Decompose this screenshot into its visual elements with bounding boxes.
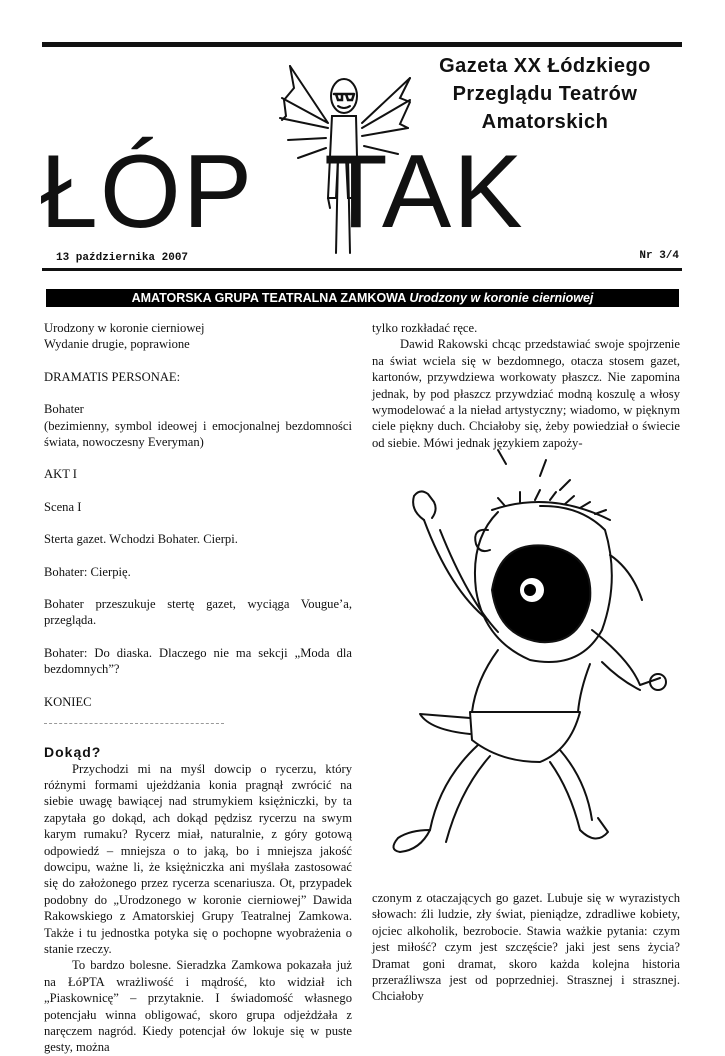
masthead-line-3: Amatorskich [481,111,609,133]
dramatis-personae-heading: DRAMATIS PERSONAE: [44,369,181,384]
character-name: Bohater [44,402,84,417]
masthead-top-rule [42,42,682,47]
right-column-bottom [372,890,680,1005]
character-description: (bezimienny, symbol ideowej i emocjonalnej bezdomności świata, nowoczesny Everyman) [44,418,352,450]
issue-date: 13 października 2007 [56,252,189,264]
play-title-line: Urodzony w koronie cierniowej [44,321,205,335]
masthead-line-2: Przeglądu Teatrów [452,83,638,105]
review-paragraph-2: To bardzo bolesne. Sieradzka Zamkowa pokazała już na ŁóPTA wrażliwość i mądrość, kto widział ich „Piaskownicę” – przytaknie. I świadomość własnego potencjału winna obligować, skoro grupa odjeżdżała z naręczem nagród. Kiedy potencjał ów lokuje się w puste gesty, można [44,958,352,1055]
stage-direction-1: Sterta gazet. Wchodzi Bohater. Cierpi. [44,532,238,547]
title-right: TAK [324,134,525,250]
left-column [44,320,352,1056]
review-paragraph-5: czonym z otaczających go gazet. Lubuje się w wyrazistych słowach: źli ludzie, zły świat, pieniądze, zdradliwe kobiety, ojciec alkoholik, bezrobocie. Stawia ważkie pytania: czym jest miłość? czym jest szczęście? jaki jest sens życia? Dramat goni dramat, skoro każda kolejna historia przeraźliwsza jest od poprzedniej. Strasznej i strasznej. Chciałoby [372,891,680,1004]
banner-group: AMATORSKA GRUPA TEATRALNA ZAMKOWA [131,291,406,305]
masthead-subtitle [410,52,680,136]
edition-line: Wydanie drugie, poprawione [44,337,190,352]
review-paragraph-4: Dawid Rakowski chcąc przedstawiać swoje spojrzenie na świat wciela się w bezdomnego, otacza stosem gazet, kartonów, przywdziewa workowaty płaszcz. Nie zapomina jednak, by pod płaszcz przywdziać modną koszulę a włosy wymodelować a la nieład artystyczny; wiadomo, w pięknym ciele piękny duch. Chciałoby się, żeby powiedział o świecie od siebie. Mówi jednak językiem zapoży- [372,337,680,450]
stage-direction-2: Bohater przeszukuje stertę gazet, wyciąga Vougue’a, przegląda. [44,597,352,628]
issue-number: Nr 3/4 [639,250,679,262]
right-column-top [372,320,680,451]
masthead-bottom-rule [42,268,682,271]
dialogue-1: Bohater: Cierpię. [44,564,131,579]
review-paragraph-1: Przychodzi mi na myśl dowcip o rycerzu, który różnymi formami ujeżdżania konia pragnął zwrócić na siebie uwagę bawiącej nad strumykiem księżniczki, by ta zapytała go dokąd, ach dokąd pędzisz rycerzu na swym karym rumaku? Rycerz miał, naturalnie, z góry gotową odpowiedź – mniejsza o to jaką, bo i mniejsza jakość dowcipu, ważne li, że księżniczka ani myślała zastosować się do założonego przez rycerza scenariusza. Ot, przypadek podobny do „Urodzonego w koronie cierniowej” Dawida Rakowskiego z Amatorskiej Grupy Teatralnej Zamkowa. Także i tu jednostka potyka się o pochopne wyobrażenia o stanie rzeczy. [44,761,352,956]
scene-heading: Scena I [44,499,82,514]
dialogue-2: Bohater: Do diaska. Dlaczego nie ma sekcji „Moda dla bezdomnych”? [44,645,352,677]
section-title: Dokąd? [44,744,102,761]
banner-play-title: Urodzony w koronie cierniowej [409,291,594,305]
crying-baby-illustration [380,450,680,880]
act-heading: AKT I [44,467,77,482]
masthead-title [40,134,525,250]
masthead-line-1: Gazeta XX Łódzkiego [439,55,651,77]
title-left: ŁÓP [40,134,255,250]
end-marker: KONIEC [44,694,92,709]
review-paragraph-3: tylko rozkładać ręce. [372,321,478,335]
article-banner [46,289,679,307]
